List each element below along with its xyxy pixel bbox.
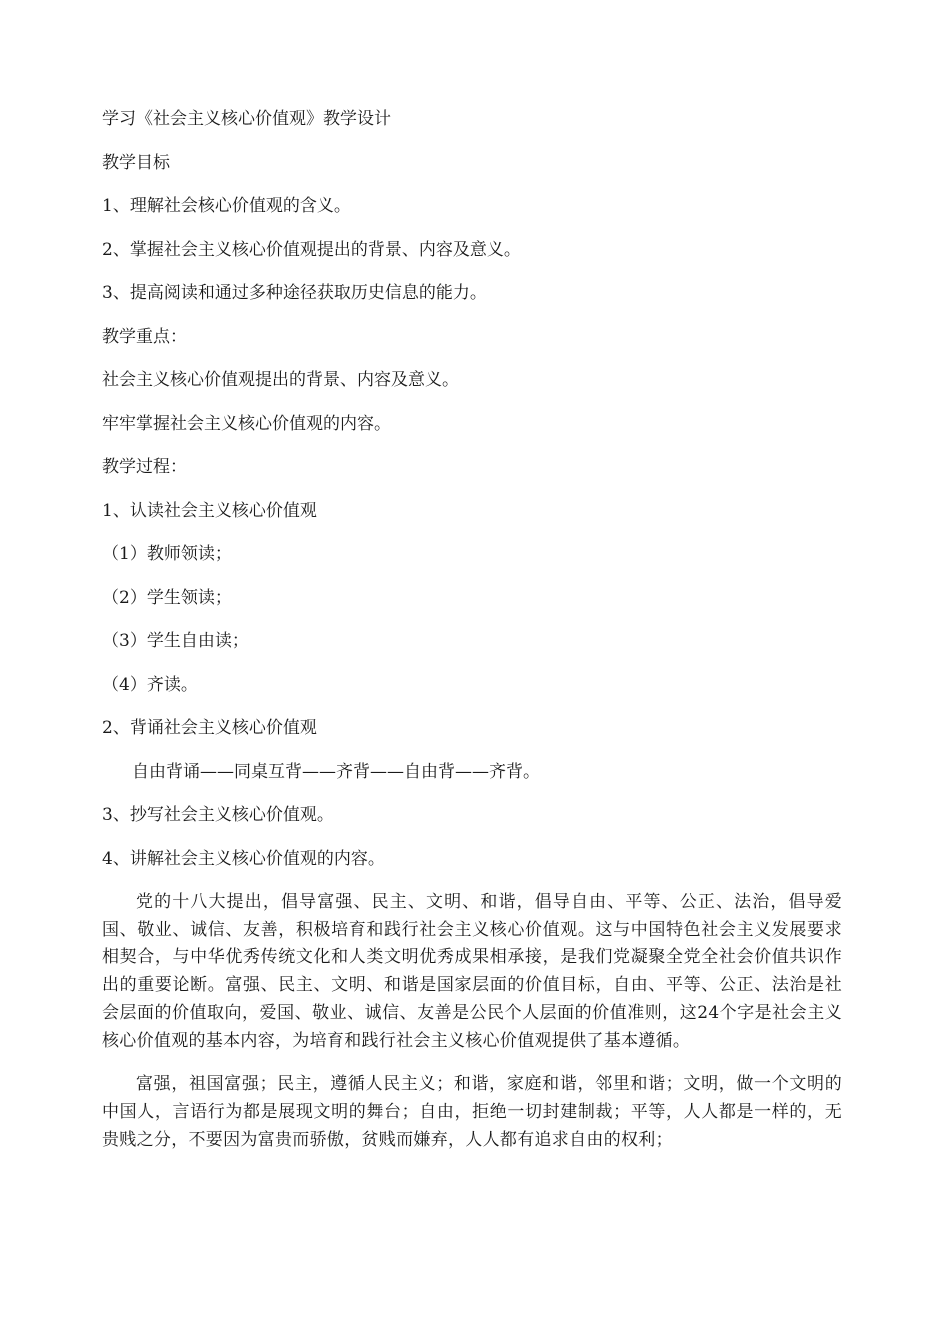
step2-detail: 自由背诵——同桌互背——齐背——自由背——齐背。 bbox=[132, 761, 540, 782]
document-title: 学习《社会主义核心价值观》教学设计 bbox=[102, 109, 391, 129]
body-paragraph: 富强，祖国富强；民主，遵循人民主义；和谐，家庭和谐，邻里和谐；文明，做一个文明的中国人，言语行为都是展现文明的舞台；自由，拒绝一切封建制裁；平等，人人都是一样的，无贵贱之分，不要因为富贵而骄傲，贫贱而嫌弃，人人都有追求自由的权利； bbox=[102, 1074, 842, 1150]
objective-item: 1、理解社会核心价值观的含义。 bbox=[102, 196, 351, 216]
step1-sub-item: （2）学生领读； bbox=[102, 587, 232, 608]
objective-item: 2、掌握社会主义核心价值观提出的背景、内容及意义。 bbox=[102, 239, 521, 260]
step1-sub-item: （3）学生自由读； bbox=[102, 631, 249, 651]
process-step-3: 3、抄写社会主义核心价值观。 bbox=[102, 805, 334, 825]
objectives-heading: 教学目标 bbox=[102, 152, 170, 173]
key-points-heading: 教学重点： bbox=[102, 326, 187, 347]
process-heading: 教学过程： bbox=[102, 457, 187, 477]
objective-item: 3、提高阅读和通过多种途径获取历史信息的能力。 bbox=[102, 283, 487, 303]
document-page bbox=[102, 106, 842, 1170]
process-step-1: 1、认读社会主义核心价值观 bbox=[102, 500, 317, 521]
process-step-2: 2、背诵社会主义核心价值观 bbox=[102, 718, 317, 738]
body-paragraph: 党的十八大提出，倡导富强、民主、文明、和谐，倡导自由、平等、公正、法治，倡导爱国、敬业、诚信、友善，积极培育和践行社会主义核心价值观。这与中国特色社会主义发展要求相契合，与中华优秀传统文化和人类文明优秀成果相承接，是我们党凝聚全党全社会价值共识作出的重要论断。富强、民主、文明、和谐是国家层面的价值目标，自由、平等、公正、法治是社会层面的价值取向，爱国、敬业、诚信、友善是公民个人层面的价值准则，这24个字是社会主义核心价值观的基本内容，为培育和践行社会主义核心价值观提供了基本遵循。 bbox=[102, 892, 842, 1051]
step1-sub-item: （1）教师领读； bbox=[102, 544, 232, 564]
key-point-item: 社会主义核心价值观提出的背景、内容及意义。 bbox=[102, 370, 459, 390]
process-step-4: 4、讲解社会主义核心价值观的内容。 bbox=[102, 848, 385, 869]
step1-sub-item: （4）齐读。 bbox=[102, 674, 198, 695]
key-point-item: 牢牢掌握社会主义核心价值观的内容。 bbox=[102, 413, 391, 434]
